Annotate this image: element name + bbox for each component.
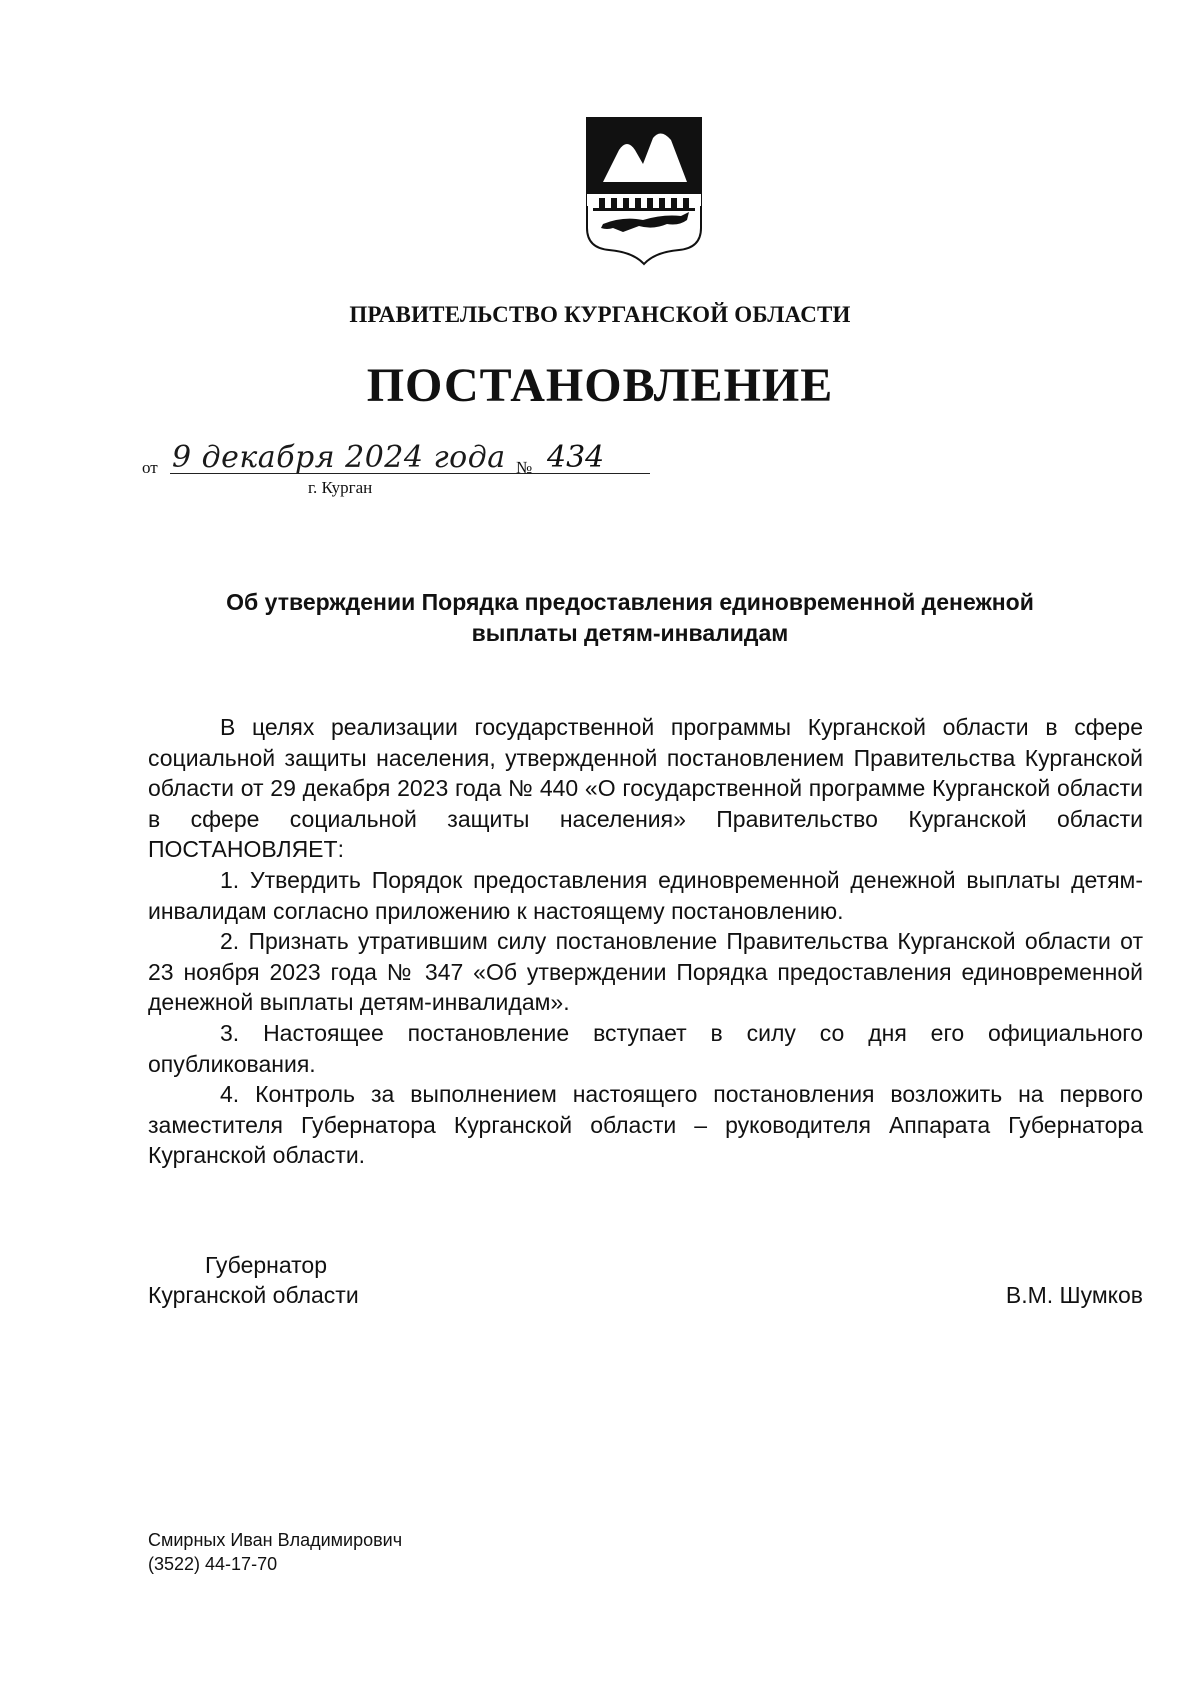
clause-3: 3. Настоящее постановление вступает в силу со дня его официального опубликования.	[148, 1019, 1143, 1077]
clause-1: 1. Утвердить Порядок предоставления единовременной денежной выплаты детям-инвалидам согласно приложению к настоящему постановлению.	[148, 866, 1143, 924]
handwritten-date: 9 декабря 2024 года	[172, 440, 506, 475]
preamble-paragraph: В целях реализации государственной программы Курганской области в сфере социальной защиты населения, утвержденной постановлением Правительства Курганской области от 29 декабря 2023 года № 440 «О государственной программе Курганской области в сфере социальной защиты населения» Правительство Курганской области ПОСТАНОВЛЯЕТ:	[148, 714, 1143, 863]
title-line: выплаты детям-инвалидам	[471, 620, 789, 646]
title-line: Об утверждении Порядка предоставления единовременной денежной	[226, 589, 1034, 615]
date-prefix: от	[142, 458, 158, 477]
organization-name: ПРАВИТЕЛЬСТВО КУРГАНСКОЙ ОБЛАСТИ	[349, 302, 851, 327]
signatory-position	[148, 1250, 359, 1310]
date-number-line	[142, 440, 662, 500]
document-body	[148, 712, 1143, 1171]
executor-name: Смирных Иван Владимирович	[148, 1530, 403, 1550]
document-type: ПОСТАНОВЛЕНИЕ	[366, 359, 834, 412]
handwritten-number: 434	[547, 440, 605, 475]
signatory-name: В.М. Шумков	[1005, 1282, 1143, 1308]
position-line: Курганской области	[148, 1282, 359, 1308]
kurgan-coat-of-arms-icon	[583, 116, 705, 266]
executor-phone: (3522) 44-17-70	[148, 1554, 278, 1574]
executor-info	[148, 1528, 402, 1576]
clause-4: 4. Контроль за выполнением настоящего постановления возложить на первого заместителя Губернатора Курганской области – руководителя Аппарата Губернатора Курганской области.	[148, 1081, 1143, 1169]
clause-2: 2. Признать утратившим силу постановление Правительства Курганской области от 23 ноября 2023 года № 347 «Об утверждении Порядка предоставления единовременной денежной выплаты детям-инвалидам».	[148, 928, 1143, 1016]
position-line: Губернатор	[205, 1252, 328, 1278]
number-underline	[540, 473, 644, 474]
document-title	[150, 587, 1110, 649]
city-label: г. Курган	[308, 478, 373, 497]
number-sign: №	[516, 458, 533, 477]
